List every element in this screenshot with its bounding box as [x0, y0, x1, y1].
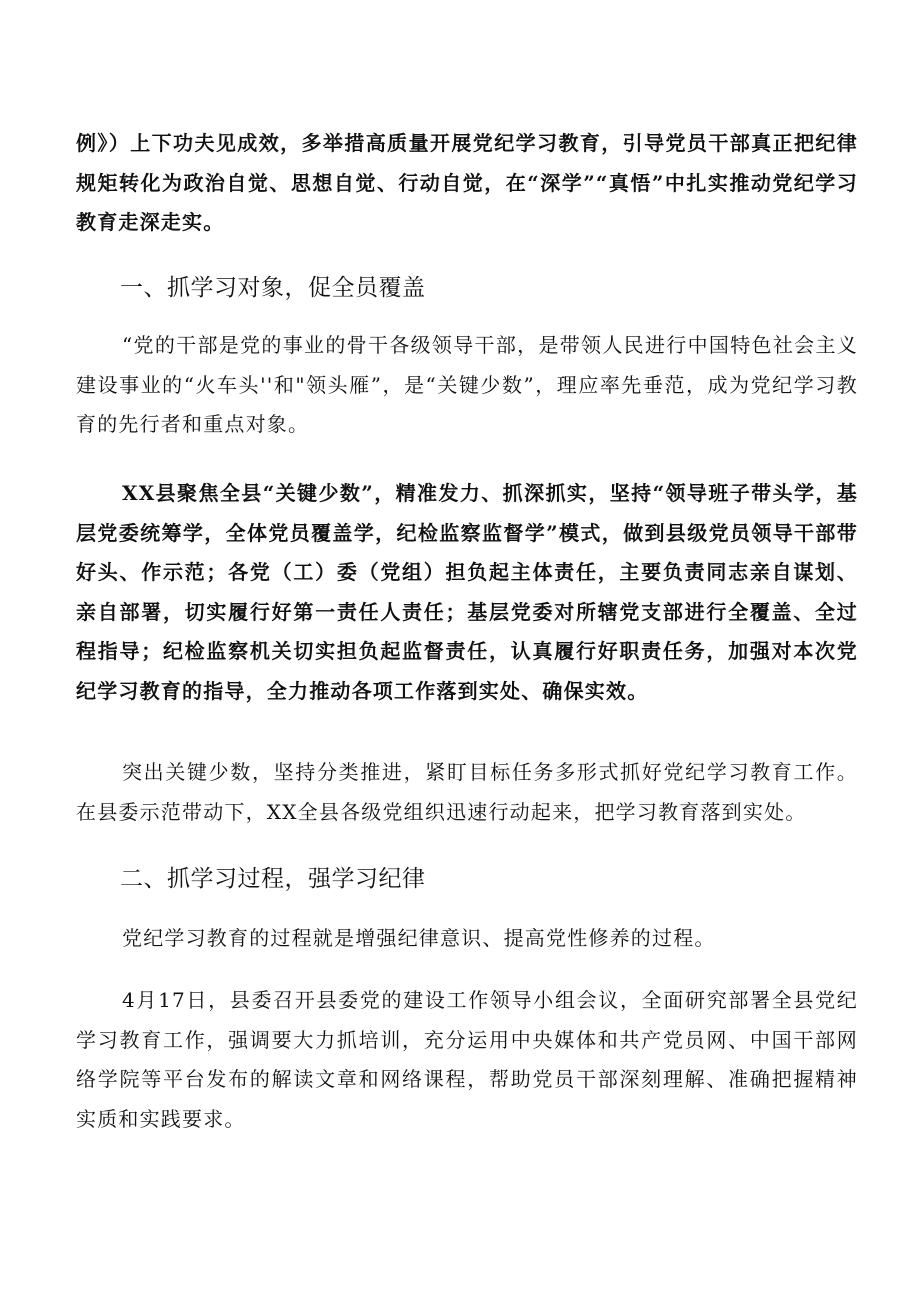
paragraph-cadres: “党的干部是党的事业的骨干各级领导干部，是带领人民进行中国特色社会主义建设事业的“火车头''和"领头雁”，是“关键少数”，理应率先垂范，成为党纪学习教育的先行者和重点对象。: [76, 333, 858, 436]
section-heading-2: 二、抓学习过程，强学习纪律: [120, 866, 426, 892]
section-heading-1: 一、抓学习对象，促全员覆盖: [120, 275, 426, 301]
paragraph-key-few: 突出关键少数，坚持分类推进，紧盯目标任务多形式抓好党纪学习教育工作。在县委示范带动下，XX全县各级党组织迅速行动起来，把学习教育落到实处。: [76, 760, 858, 824]
paragraph-process: 党纪学习教育的过程就是增强纪律意识、提高党性修养的过程。: [122, 926, 716, 950]
paragraph-meeting: 4月17日，县委召开县委党的建设工作领导小组会议，全面研究部署全县党纪学习教育工作，强调要大力抓培训，充分运用中央媒体和共产党员网、中国干部网络学院等平台发布的解读文章和网络课程，帮助党员干部深刻理解、准确把握精神实质和实践要求。: [76, 988, 858, 1131]
paragraph-intro: 例》）上下功夫见成效，多举措高质量开展党纪学习教育，引导党员干部真正把纪律规矩转化为政治自觉、思想自觉、行动自觉，在“深学”“真悟”中扎实推动党纪学习教育走深走实。: [76, 131, 858, 234]
paragraph-county-focus: XX县聚焦全县“关键少数”，精准发力、抓深抓实，坚持“领导班子带头学，基层党委统筹学，全体党员覆盖学，纪检监察监督学”模式，做到县级党员领导干部带好头、作示范；各党（工）委（党组）担负起主体责任，主要负责同志亲自谋划、亲自部署，切实履行好第一责任人责任；基层党委对所辖党支部进行全覆盖、全过程指导；纪检监察机关切实担负起监督责任，认真履行好职责任务，加强对本次党纪学习教育的指导，全力推动各项工作落到实处、确保实效。: [76, 481, 858, 703]
